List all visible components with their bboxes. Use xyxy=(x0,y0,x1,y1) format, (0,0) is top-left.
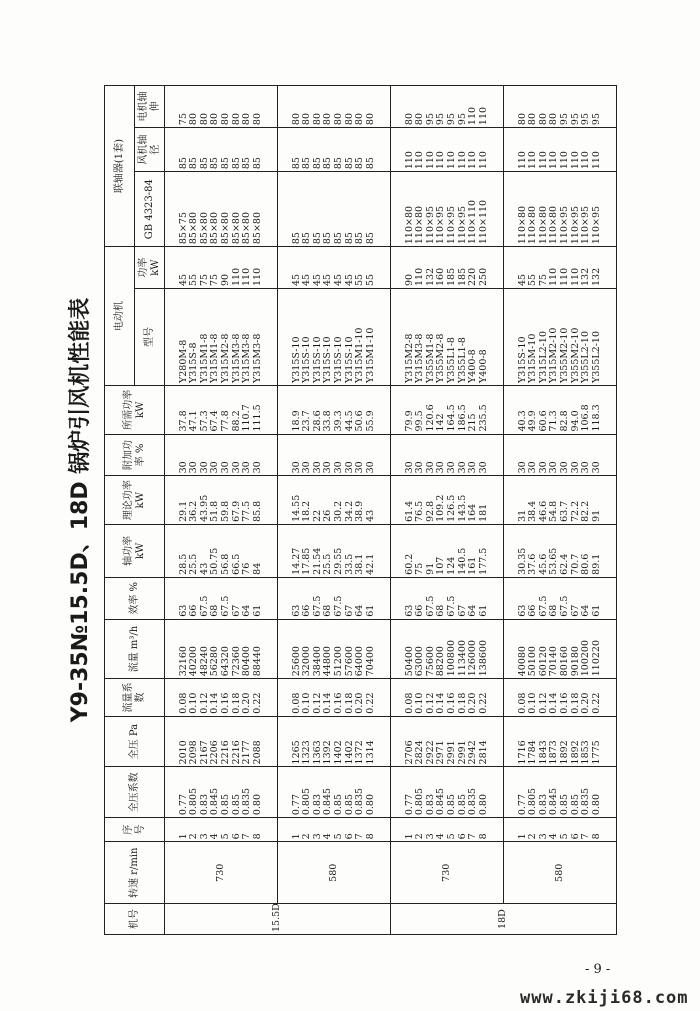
required-power-cell: 37.8 47.1 57.3 67.4 77.8 88.2 110.7 111.5 xyxy=(165,386,278,435)
header-motor-type: 型号 xyxy=(135,289,165,386)
flow-coef-cell: 0.08 0.10 0.12 0.14 0.16 0.18 0.20 0.22 xyxy=(391,679,504,716)
page-number: - 9 - xyxy=(585,962,611,977)
table-row xyxy=(391,86,504,935)
flow-cell: 40080 50100 60120 70140 80160 90180 100200 110220 xyxy=(504,619,617,679)
header-motor-power: 功率 kW xyxy=(135,247,165,289)
pressure-cell: 2706 2824 2922 2971 2991 2991 2942 2814 xyxy=(391,716,504,767)
header-fan-shaft: 风机轴径 xyxy=(135,128,165,172)
motor-shaft-cell: 75 80 80 80 80 80 80 80 xyxy=(165,86,278,128)
seq-cell: 1 2 3 4 5 6 7 8 xyxy=(504,818,617,842)
pressure-cell: 2010 2098 2167 2206 2216 2216 2177 2088 xyxy=(165,716,278,767)
pressure-coef-cell: 0.77 0.805 0.83 0.845 0.85 0.85 0.835 0.80 xyxy=(504,767,617,818)
seq-cell: 1 2 3 4 5 6 7 8 xyxy=(391,818,504,842)
motor-power-cell: 45 55 75 75 90 110 110 110 xyxy=(165,247,278,289)
flow-cell: 25600 32000 38400 44800 51200 57600 64000 70400 xyxy=(278,619,391,679)
coupler-cell: 110×80 110×80 110×95 110×95 110×95 110×95 110×110 110×110 xyxy=(391,172,504,247)
header-motor-shaft: 电机轴伸 xyxy=(135,86,165,128)
header-required-power: 所需功率 kW xyxy=(105,386,165,435)
speed-cell: 580 xyxy=(504,842,617,904)
pressure-cell: 1716 1784 1843 1873 1892 1892 1853 1775 xyxy=(504,716,617,767)
flow-coef-cell: 0.08 0.10 0.12 0.14 0.16 0.18 0.20 0.22 xyxy=(504,679,617,716)
header-flow: 流量 m³/h xyxy=(105,619,165,679)
motor-shaft-cell: 80 80 80 80 80 80 80 80 xyxy=(278,86,391,128)
motor-type-cell: Y315S-10 Y315S-10 Y315S-10 Y315S-10 Y315S-10 Y315S-10 Y315M1-10 Y315M1-10 xyxy=(278,289,391,386)
motor-type-cell: Y315M2-8 Y315M3-8 Y355M1-8 Y355M2-8 Y355L1-8 Y355L1-8 Y400-8 Y400-8 xyxy=(391,289,504,386)
extra-power-cell: 30 30 30 30 30 30 30 30 xyxy=(391,434,504,476)
motor-type-cell: Y315S-10 Y315M-10 Y315L2-10 Y315M2-10 Y355M2-10 Y355M2-10 Y355L2-10 Y355L2-10 xyxy=(504,289,617,386)
speed-cell: 580 xyxy=(278,842,391,904)
header-seq: 序号 xyxy=(105,818,165,842)
table-row xyxy=(504,86,617,935)
required-power-cell: 40.3 49.9 60.6 71.3 82.8 94.0 106.8 118.3 xyxy=(504,386,617,435)
coupler-cell: 85 85 85 85 85 85 85 85 xyxy=(278,172,391,247)
efficiency-cell: 63 66 67.5 68 67.5 67 64 61 xyxy=(504,577,617,619)
table-row xyxy=(165,86,278,935)
header-model: 机号 xyxy=(105,904,165,935)
pressure-coef-cell: 0.77 0.805 0.83 0.845 0.85 0.85 0.835 0.80 xyxy=(278,767,391,818)
header-coupler-group: 联轴器(1套) xyxy=(105,86,135,247)
extra-power-cell: 30 30 30 30 30 30 30 30 xyxy=(278,434,391,476)
speed-cell: 730 xyxy=(165,842,278,904)
seq-cell: 1 2 3 4 5 6 7 8 xyxy=(278,818,391,842)
efficiency-cell: 63 66 67.5 68 67.5 67 64 61 xyxy=(278,577,391,619)
model-cell: 18D xyxy=(391,904,617,935)
header-shaft-power: 轴功率 kW xyxy=(105,524,165,577)
motor-power-cell: 45 55 75 110 110 110 132 132 xyxy=(504,247,617,289)
header-speed: 转速 r/min xyxy=(105,842,165,904)
rotated-page-content xyxy=(60,85,660,935)
pressure-coef-cell: 0.77 0.805 0.83 0.845 0.85 0.85 0.835 0.80 xyxy=(391,767,504,818)
fan-shaft-cell: 110 110 110 110 110 110 110 110 xyxy=(504,128,617,172)
model-cell: 15.5D xyxy=(165,904,391,935)
motor-type-cell: Y280M-8 Y315S-8 Y315M1-8 Y315M1-8 Y315M2-8 Y315M3-8 Y315M3-8 Y315M3-8 xyxy=(165,289,278,386)
efficiency-cell: 63 66 67.5 68 67.5 67 64 61 xyxy=(165,577,278,619)
theoretical-power-cell: 61.4 76.5 92.8 109.2 126.5 143.5 164 181 xyxy=(391,476,504,525)
flow-cell: 50400 63000 75600 88200 100800 113400 126000 138600 xyxy=(391,619,504,679)
required-power-cell: 18.9 23.7 28.6 33.8 39.3 44.5 50.6 55.9 xyxy=(278,386,391,435)
theoretical-power-cell: 31 38.4 46.6 54.8 63.7 72.2 82.2 91 xyxy=(504,476,617,525)
header-flow-coef: 流量系数 xyxy=(105,679,165,716)
flow-coef-cell: 0.08 0.10 0.12 0.14 0.16 0.18 0.20 0.22 xyxy=(165,679,278,716)
fan-shaft-cell: 85 85 85 85 85 85 85 85 xyxy=(165,128,278,172)
page-title: Y9-35№15.5D、18D 锅炉引风机性能表 xyxy=(68,297,93,723)
shaft-power-cell: 60.2 75 91 107 124 140.5 161 177.5 xyxy=(391,524,504,577)
coupler-cell: 110×80 110×80 110×80 110×80 110×95 110×95 110×95 110×95 xyxy=(504,172,617,247)
fan-shaft-cell: 110 110 110 110 110 110 110 110 xyxy=(391,128,504,172)
table-row xyxy=(278,86,391,935)
theoretical-power-cell: 14.55 18.2 22 26 30.2 34.2 38.9 43 xyxy=(278,476,391,525)
table-body xyxy=(165,86,617,935)
theoretical-power-cell: 29.1 36.2 43.95 51.8 59.8 67.9 77.5 85.8 xyxy=(165,476,278,525)
efficiency-cell: 63 66 67.5 68 67.5 67 64 61 xyxy=(391,577,504,619)
motor-shaft-cell: 80 80 95 95 95 95 110 110 xyxy=(391,86,504,128)
header-coupler-gb: GB 4323-84 xyxy=(135,172,165,247)
required-power-cell: 79.9 99.5 120.6 142 164.5 186.5 215 235.5 xyxy=(391,386,504,435)
motor-power-cell: 90 110 132 160 185 185 220 250 xyxy=(391,247,504,289)
coupler-cell: 85×75 85×80 85×80 85×80 85×80 85×80 85×80 85×80 xyxy=(165,172,278,247)
header-pressure: 全压 Pa xyxy=(105,716,165,767)
motor-shaft-cell: 80 80 80 80 95 95 95 95 xyxy=(504,86,617,128)
performance-table xyxy=(104,85,617,935)
header-efficiency: 效率 % xyxy=(105,577,165,619)
header-theoretical-power: 理论功率 kW xyxy=(105,476,165,525)
flow-coef-cell: 0.08 0.10 0.12 0.14 0.16 0.18 0.20 0.22 xyxy=(278,679,391,716)
extra-power-cell: 30 30 30 30 30 30 30 30 xyxy=(504,434,617,476)
pressure-coef-cell: 0.77 0.805 0.83 0.845 0.85 0.85 0.835 0.80 xyxy=(165,767,278,818)
shaft-power-cell: 14.27 17.85 21.54 25.5 29.55 33.5 38.1 42.1 xyxy=(278,524,391,577)
extra-power-cell: 30 30 30 30 30 30 30 30 xyxy=(165,434,278,476)
watermark-text: www.zkiji68.com xyxy=(520,988,689,1008)
header-extra-power: 附加功率 % xyxy=(105,434,165,476)
header-motor-group: 电动机 xyxy=(105,247,135,386)
header-pressure-coef: 全压系数 xyxy=(105,767,165,818)
shaft-power-cell: 28.5 25.5 43 50.75 56.8 66.5 76 84 xyxy=(165,524,278,577)
pressure-cell: 1265 1323 1363 1392 1402 1402 1372 1314 xyxy=(278,716,391,767)
motor-power-cell: 45 45 45 45 45 45 55 55 xyxy=(278,247,391,289)
shaft-power-cell: 30.35 37.6 45.6 53.65 62.4 70.7 80.6 89.1 xyxy=(504,524,617,577)
speed-cell: 730 xyxy=(391,842,504,904)
fan-shaft-cell: 85 85 85 85 85 85 85 85 xyxy=(278,128,391,172)
flow-cell: 32160 40200 48240 56280 64320 72360 80400 88440 xyxy=(165,619,278,679)
seq-cell: 1 2 3 4 5 6 7 8 xyxy=(165,818,278,842)
